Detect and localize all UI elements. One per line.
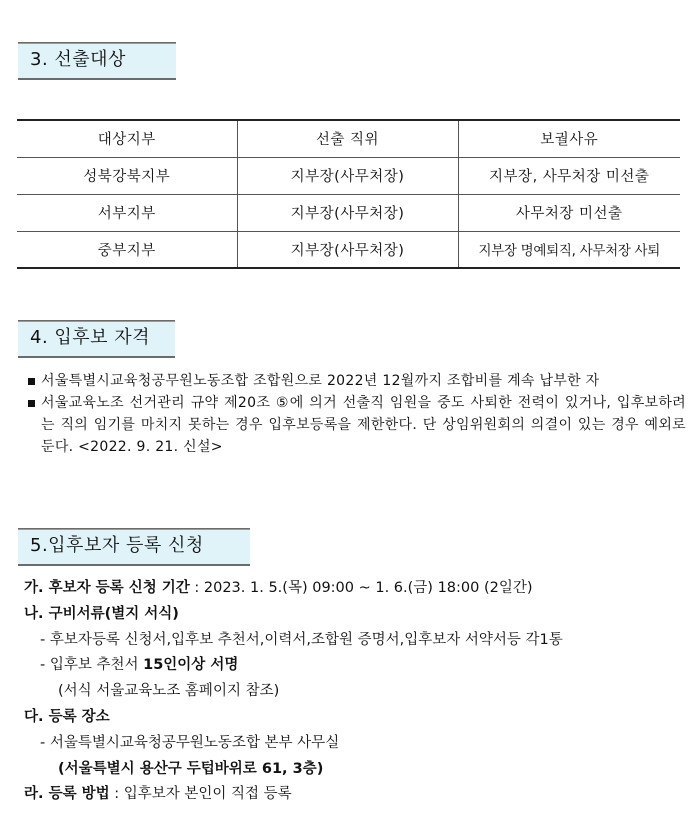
place-label: 다. 등록 장소 [24, 708, 110, 725]
form-reference: (서식 서울교육노조 홈페이지 참조) [58, 683, 280, 700]
header-position: 선출 직위 [237, 120, 458, 157]
cell-reason: 지부장 명예퇴직, 사무처장 사퇴 [458, 231, 680, 268]
place-address: (서울특별시 용산구 두텁바위로 61, 3층) [58, 760, 324, 777]
square-bullet-icon [28, 400, 35, 407]
registration-period [24, 576, 694, 602]
qualification-text: 서울특별시교육청공무원노동조합 조합원으로 2022년 12월까지 조합비를 계속 납부한 자 [41, 373, 600, 389]
documents-label: 나. 구비서류(별지 서식) [24, 605, 179, 622]
recommendation-prefix: - 입후보 추천서 [40, 657, 144, 674]
method-label: 라. 등록 방법 [24, 786, 110, 803]
qualification-list [24, 370, 686, 458]
cell-position: 지부장(사무처장) [237, 231, 458, 268]
section-5-title: 5.입후보자 등록 신청 [18, 528, 250, 566]
cell-branch: 중부지부 [17, 231, 237, 268]
election-target-table [17, 119, 680, 269]
recommendation-line [24, 653, 694, 679]
table-row [17, 231, 680, 268]
table-row [17, 157, 680, 194]
list-item [24, 370, 686, 392]
documents-list: - 후보자등록 신청서,입후보 추천서,이력서,조합원 증명서,입후보자 서약서등 각1통 [40, 631, 563, 648]
header-reason: 보궐사유 [458, 120, 680, 157]
cell-reason: 사무처장 미선출 [458, 194, 680, 231]
section-4-title: 4. 입후보 자격 [18, 320, 175, 358]
period-value: : 2023. 1. 5.(목) 09:00 ~ 1. 6.(금) 18:00 (2일간) [189, 580, 533, 596]
cell-branch: 성북강북지부 [17, 157, 237, 194]
table-header-row [17, 120, 680, 157]
period-label: 가. 후보자 등록 신청 기간 [24, 580, 190, 596]
method-value: : 입후보자 본인이 직접 등록 [109, 786, 292, 803]
qualification-text: 서울교육노조 선거관리 규약 제20조 ⑤에 의거 선출직 임원을 중도 사퇴한 전력이 있거나, 입후보하려는 직의 임기를 마치지 못하는 경우 입후보등록을 제한한다. 단 상임위원회의 의결이 있는 경우 예외로 둔다. <2022. 9. 21. 신설> [41, 395, 686, 455]
recommendation-count: 15인이상 서명 [143, 657, 239, 674]
list-item [24, 392, 686, 458]
cell-position: 지부장(사무처장) [237, 194, 458, 231]
section-3-title: 3. 선출대상 [18, 42, 176, 80]
registration-details [24, 576, 694, 808]
square-bullet-icon [28, 378, 35, 385]
cell-position: 지부장(사무처장) [237, 157, 458, 194]
cell-reason: 지부장, 사무처장 미선출 [458, 157, 680, 194]
registration-method [24, 782, 694, 808]
place-office: - 서울특별시교육청공무원노동조합 본부 사무실 [40, 734, 340, 751]
cell-branch: 서부지부 [17, 194, 237, 231]
header-branch: 대상지부 [17, 120, 237, 157]
table-row [17, 194, 680, 231]
